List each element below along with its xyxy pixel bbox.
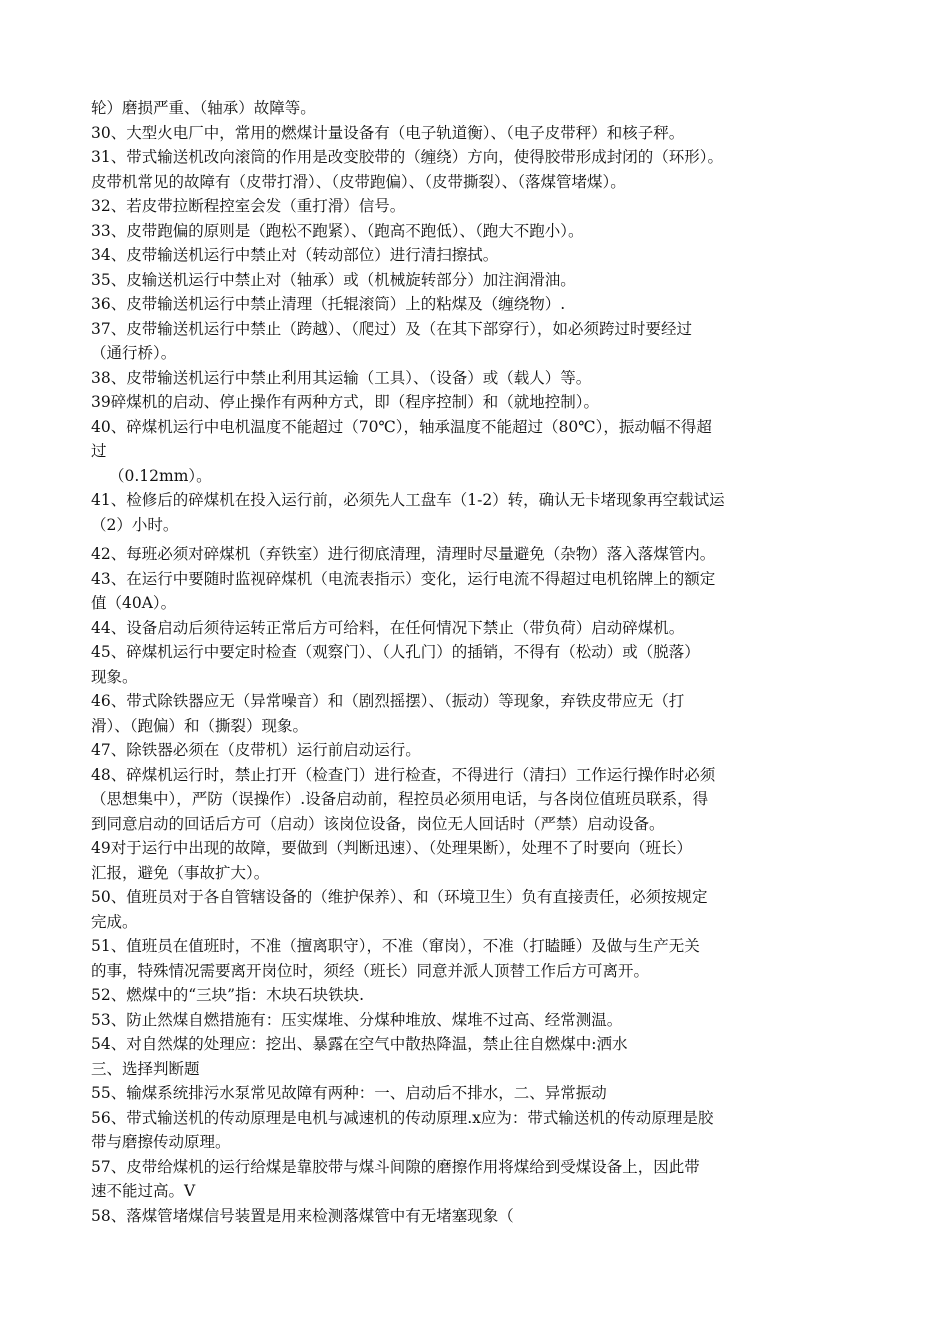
text-line: （思想集中），严防（误操作）.设备启动前，程控员必须用电话，与各岗位值班员联系，得 [91, 790, 709, 808]
text-line: 的事，特殊情况需要离开岗位时，须经（班长）同意并派人顶替工作后方可离开。 [91, 961, 650, 980]
text-line: 40、碎煤机运行中电机温度不能超过（70℃），轴承温度不能超过（80℃），振动幅不得超 [91, 417, 712, 436]
text-line: 33、皮带跑偏的原则是（跑松不跑紧）、（跑高不跑低）、（跑大不跑小）。 [91, 221, 584, 240]
text-line: 39碎煤机的启动、停止操作有两种方式，即（程序控制）和（就地控制）。 [91, 393, 599, 411]
text-line: 现象。 [91, 667, 138, 686]
text-line: （通行桥）。 [91, 344, 177, 362]
text-line: 55、输煤系统排污水泵常见故障有两种：一、启动后不排水，二、异常振动 [91, 1084, 607, 1102]
text-line: 到同意启动的回话后方可（启动）该岗位设备，岗位无人回话时（严禁）启动设备。 [91, 814, 665, 833]
text-line: 值（40A）。 [91, 594, 177, 612]
text-line: 38、皮带输送机运行中禁止利用其运输（工具）、（设备）或（载人）等。 [91, 368, 592, 387]
text-line: 58、落煤管堵煤信号装置是用来检测落煤管中有无堵塞现象（ [91, 1206, 514, 1225]
text-line: 57、皮带给煤机的运行给煤是靠胶带与煤斗间隙的磨擦作用将煤给到受煤设备上，因此带 [91, 1157, 700, 1176]
text-line: 滑）、（跑偏）和（撕裂）现象。 [91, 716, 309, 735]
text-line: 32、若皮带拉断程控室会发（重打滑）信号。 [91, 197, 406, 215]
text-line: 速不能过高。V [91, 1182, 196, 1200]
text-line: （0.12mm）。 [109, 466, 212, 485]
text-line: 过 [91, 442, 107, 460]
text-line: 完成。 [91, 912, 138, 931]
text-line: 皮带机常见的故障有（皮带打滑）、（皮带跑偏）、（皮带撕裂）、（落煤管堵煤）。 [91, 172, 626, 191]
text-line: 34、皮带输送机运行中禁止对（转动部位）进行清扫擦拭。 [91, 246, 499, 264]
text-line: 30、大型火电厂中，常用的燃煤计量设备有（电子轨道衡）、（电子皮带秤）和核子秤。 [91, 123, 685, 142]
text-line: 44、设备启动后须待运转正常后方可给料，在任何情况下禁止（带负荷）启动碎煤机。 [91, 618, 685, 637]
text-line: 带与磨擦传动原理。 [91, 1133, 231, 1151]
text-line: 37、皮带输送机运行中禁止（跨越）、（爬过）及（在其下部穿行），如必须跨过时要经过 [91, 319, 692, 338]
text-line: 36、皮带输送机运行中禁止清理（托辊滚筒）上的粘煤及（缠绕物）. [91, 295, 566, 313]
text-line: 45、碎煤机运行中要定时检查（观察门）、（人孔门）的插销，不得有（松动）或（脱落） [91, 643, 700, 661]
text-line: 41、检修后的碎煤机在投入运行前，必须先人工盘车（1-2）转，确认无卡堵现象再空载试运 [91, 491, 725, 509]
text-line: 49对于运行中出现的故障，要做到（判断迅速）、（处理果断），处理不了时要向（班长） [91, 839, 692, 857]
section-heading: 三、选择判断题 [91, 1059, 200, 1078]
text-line: 54、对自然煤的处理应：挖出、暴露在空气中散热降温，禁止往自燃煤中:洒水 [91, 1035, 628, 1053]
text-line: 42、每班必须对碎煤机（弃铁室）进行彻底清理，清理时尽量避免（杂物）落入落煤管内。 [91, 545, 716, 563]
text-line: 50、值班员对于各自管辖设备的（维护保养）、和（环境卫生）负有直接责任，必须按规定 [91, 888, 708, 906]
text-line: （2）小时。 [91, 515, 179, 534]
text-line: 35、皮输送机运行中禁止对（轴承）或（机械旋转部分）加注润滑油。 [91, 270, 576, 289]
text-line: 56、带式输送机的传动原理是电机与减速机的传动原理.x应为：带式输送机的传动原理是胶 [91, 1108, 714, 1127]
document-page [91, 96, 876, 1228]
text-line: 轮）磨损严重、（轴承）故障等。 [91, 99, 316, 117]
text-line: 47、除铁器必须在（皮带机）运行前启动运行。 [91, 741, 421, 759]
text-line: 46、带式除铁器应无（异常噪音）和（剧烈摇摆）、（振动）等现象，弃铁皮带应无（打 [91, 692, 685, 710]
text-line: 52、燃煤中的“三块”指：木块石块铁块. [91, 986, 364, 1004]
text-line: 51、值班员在值班时，不准（擅离职守），不准（窜岗），不准（打瞌睡）及做与生产无关 [91, 937, 700, 955]
text-line: 53、防止然煤自燃措施有：压实煤堆、分煤种堆放、煤堆不过高、经常测温。 [91, 1010, 623, 1029]
text-line: 43、在运行中要随时监视碎煤机（电流表指示）变化，运行电流不得超过电机铭牌上的额定 [91, 569, 716, 588]
text-line: 31、带式输送机改向滚筒的作用是改变胶带的（缠绕）方向，使得胶带形成封闭的（环形）。 [91, 148, 723, 166]
text-line: 48、碎煤机运行时，禁止打开（检查门）进行检查，不得进行（清扫）工作运行操作时必须 [91, 765, 716, 784]
text-line: 汇报，避免（事故扩大）。 [91, 863, 270, 882]
